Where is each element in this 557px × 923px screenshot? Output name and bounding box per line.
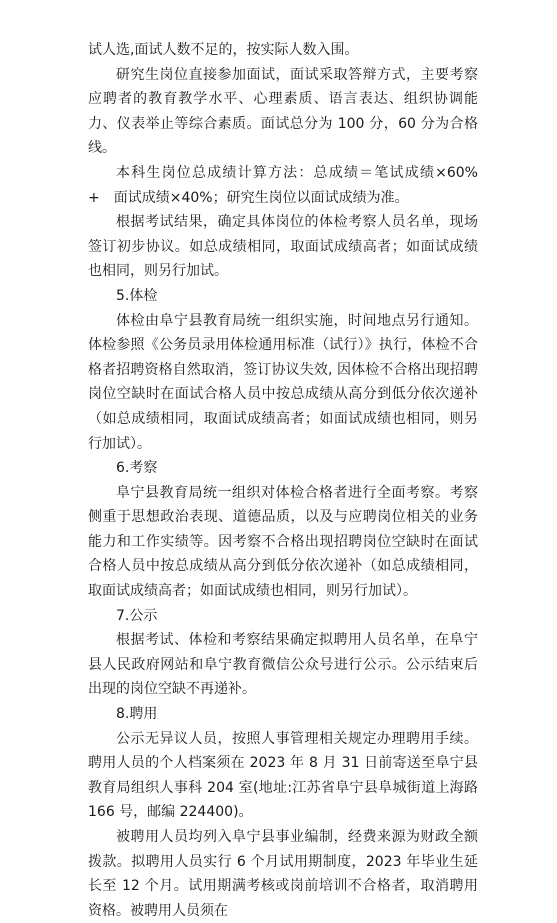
paragraph-health-check: 体检由阜宁县教育局统一组织实施，时间地点另行通知。体检参照《公务员录用体检通用标准（试行）》执行，体检不合格者招聘资格自然取消，签订协议失效, 因体检不合格出现招聘岗位空缺时在面试合格人员中按总成绩从高分到低分依次递补（如总成绩相同，取面试成绩高者；如面试成绩也相同，则另行加试）。 [88,312,478,452]
paragraph-score-calculation: 本科生岗位总成绩计算方法：总成绩＝笔试成绩×60% + 面试成绩×40%；研究生岗位以面试成绩为准。 [88,164,492,206]
paragraph-exam-result: 根据考试结果，确定具体岗位的体检考察人员名单，现场签订初步协议。如总成绩相同，取面试成绩高者；如面试成绩也相同，则另行加试。 [88,214,478,280]
section-heading-hiring: 8.聘用 [116,706,158,723]
document-body [88,38,492,923]
paragraph-continuation: 试人选,面试人数不足的，按实际人数入围。 [88,42,359,58]
section-heading-publicity: 7.公示 [116,607,158,624]
paragraph-publicity: 根据考试、体检和考察结果确定拟聘用人员名单，在阜宁县人民政府网站和阜宁教育微信公众号进行公示。公示结束后出现的岗位空缺不再递补。 [88,632,478,698]
section-heading-health-check: 5.体检 [116,287,158,304]
paragraph-graduate-interview: 研究生岗位直接参加面试，面试采取答辩方式，主要考察应聘者的教育教学水平、心理素质、语言表达、组织协调能力、仪表举止等综合素质。面试总分为 100 分，60 分为合格线。 [88,66,478,157]
paragraph-hiring-probation: 被聘用人员均列入阜宁县事业编制，经费来源为财政全额拨款。拟聘用人员实行 6 个月试用期制度，2023 年毕业生延长至 12 个月。试用期满考核或岗前培训不合格者，取消聘用资格。被聘用人员须在 [88,829,478,919]
paragraph-inspection: 阜宁县教育局统一组织对体检合格者进行全面考察。考察侧重于思想政治表现、道德品质，以及与应聘岗位相关的业务能力和工作实绩等。因考察不合格出现招聘岗位空缺时在面试合格人员中按总成绩从高分到低分依次递补（如总成绩相同，取面试成绩高者；如面试成绩也相同，则另行加试）。 [88,484,478,600]
paragraph-hiring-procedure: 公示无异议人员，按照人事管理相关规定办理聘用手续。聘用人员的个人档案须在 2023 年 8 月 31 日前寄送至阜宁县教育局组织人事科 204 室(地址:江苏省阜宁县阜城街道上海路 166 号，邮编 224400)。 [88,730,478,821]
section-heading-inspection: 6.考察 [116,460,158,477]
